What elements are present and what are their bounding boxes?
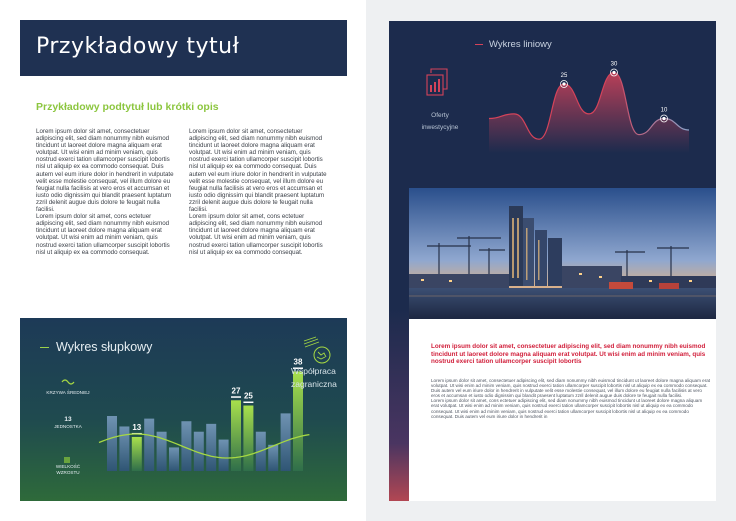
bar: [219, 440, 229, 471]
body-text: [431, 378, 711, 419]
article-block: [409, 319, 716, 501]
bar: [268, 445, 278, 471]
legend-label: WIELKOŚĆ WZROSTU: [55, 464, 81, 475]
legend-average: [44, 390, 92, 396]
bar: [144, 419, 154, 471]
line-data-label: 25: [560, 73, 568, 79]
legend-label: JEDNOSTKA: [54, 424, 82, 429]
bar-chart-title: Wykres słupkowy: [40, 340, 152, 354]
bar: [119, 426, 129, 471]
line-data-label: 10: [660, 107, 668, 114]
left-page: [0, 0, 366, 521]
text-column-2: [189, 128, 327, 256]
offers-label: Oferty inwestycyjne: [421, 112, 459, 131]
lead-paragraph: Lorem ipsum dolor sit amet, consectetuer adipiscing elit, sed diam nonummy nibh euismod tincidunt ut laoreet dolore magna aliquam erat volutpat. Ut wisi enim ad minim veniam, quis nostrud exerci tation ullamcorper suscipit lobortis: [431, 343, 706, 366]
wave-icon: [62, 380, 74, 384]
paragraph: Lorem ipsum dolor sit amet, consectetuer adipiscing elit, sed diam nonummy nibh euismod tincidunt ut laoreet dolore magna aliquam erat volutpat. Ut wisi enim ad minim veniam, quis nostrud exerci tation ullamcorper suscipit lobortis nisl ut aliquip ex ea commodo consequat. Duis autem vel eum iriure dolor in hendrerit in vulputate velit esse molestie consequat, vel illum dolore eu feugiat nulla facilisis at vero eros et accumsan et iusto odio dignissim qui blandit praesent luptatum zzril delenit augue duis dolore te feugait nulla facilisi.: [189, 128, 327, 214]
bar: [206, 424, 216, 471]
title-band: [20, 20, 347, 76]
bar-data-label: 38: [293, 357, 303, 367]
legend-unit: [44, 416, 92, 430]
paragraph: Lorem ipsum dolor sit amet, consectetuer adipiscing elit, sed diam nonummy nibh euismod tincidunt ut laoreet dolore magna aliquam erat volutpat. Ut wisi enim ad minim veniam, quis nostrud exerci tation ullamcorper suscipit lobortis nisl ut aliquip ex ea commodo consequat. Duis autem vel eum iriure dolor in hendrerit in vulputate velit esse molestie consequat, vel illum dolore eu feugiat nulla facilisis at vero eros et accumsan et iusto odio dignissim qui blandit praesent luptatum zzril delenit augue duis dolore te feugait nulla facilisi.: [36, 128, 174, 214]
line-chart: [389, 21, 716, 191]
line-area: [489, 73, 689, 154]
line-point-dot: [562, 82, 565, 85]
city-skyline-photo: [409, 188, 716, 319]
bar-data-label: 13: [132, 422, 142, 432]
building-chart-icon: [427, 69, 447, 95]
line-point-dot: [612, 71, 615, 74]
paragraph: Lorem ipsum dolor sit amet, cons ectetuer adipiscing elit, sed diam nonummy nibh euismod tincidunt ut laoreet dolore magna aliquam erat volutpat. Ut wisi enim ad minim veniam, quis nostrud exerci tation ullamcorper suscipit lobortis nisl ut aliquip ex ea commodo consequat.: [36, 213, 170, 256]
page-title: Przykładowy tytuł: [36, 34, 240, 59]
line-data-label: 30: [610, 61, 618, 68]
bar-data-label: 27: [231, 386, 241, 396]
bar: [132, 437, 142, 471]
line-point-dot: [662, 117, 665, 120]
bar-data-label: 25: [243, 391, 253, 401]
globe-handshake-icon: [304, 337, 330, 363]
bar: [243, 406, 253, 471]
bar: [107, 416, 117, 471]
cooperation-label: Współpraca zagraniczna: [291, 366, 337, 389]
bar-cap: [231, 396, 241, 398]
skyline-illustration: [409, 188, 716, 319]
square-icon: [64, 457, 70, 463]
bar-chart-panel: [20, 318, 347, 501]
legend-growth: [44, 464, 92, 475]
paragraph: Lorem ipsum dolor sit amet, cons ectetuer adipiscing elit, sed diam nonummy nibh euismod tincidunt ut laoreet dolore magna aliquam erat volutpat. Ut wisi enim ad minim veniam, quis nostrud exerci tation ullamcorper suscipit lobortis nisl ut aliquip ex ea commodo consequat. Ut wisi enim ad minim veniam, quis nostrud exerci tation ullamcorper suscipit lobortis nisl ut aliquip ex ea commodo consequat. Duis autem vel eum iriure dolor in hendrerit in: [431, 398, 703, 419]
bar: [231, 400, 241, 471]
legend-number: 13: [64, 416, 72, 423]
bar: [169, 447, 179, 471]
text-column-1: [36, 128, 174, 256]
line-chart-title: Wykres liniowy: [475, 39, 552, 50]
paragraph: Lorem ipsum dolor sit amet, consectetuer adipiscing elit, sed diam nonummy nibh euismod tincidunt ut laoreet dolore magna aliquam erat volutpat. Ut wisi enim ad minim veniam, quis nostrud exerci tation ullamcorper suscipit lobortis nisl ut aliquip ex ea commodo consequat. Duis autem vel eum iriure dolor in hendrerit in vulputate velit esse molestie consequat, vel illum dolore eu feugiat nulla facilisis at vero eros et accumsan et iusto odio dignissim qui blandit praesent luptatum zzril delenit augue duis dolore te feugait nulla facilisi.: [431, 378, 711, 399]
legend-label: KRZYWA ŚREDNIEJ: [46, 390, 90, 395]
bar-cap: [243, 402, 253, 404]
paragraph: Lorem ipsum dolor sit amet, cons ectetuer adipiscing elit, sed diam nonummy nibh euismod tincidunt ut laoreet dolore magna aliquam erat volutpat. Ut wisi enim ad minim veniam, quis nostrud exerci tation ullamcorper suscipit lobortis nisl ut aliquip ex ea commodo consequat.: [189, 213, 323, 256]
right-page: [389, 21, 716, 501]
page-subtitle: Przykładowy podtytuł lub krótki opis: [36, 101, 219, 113]
